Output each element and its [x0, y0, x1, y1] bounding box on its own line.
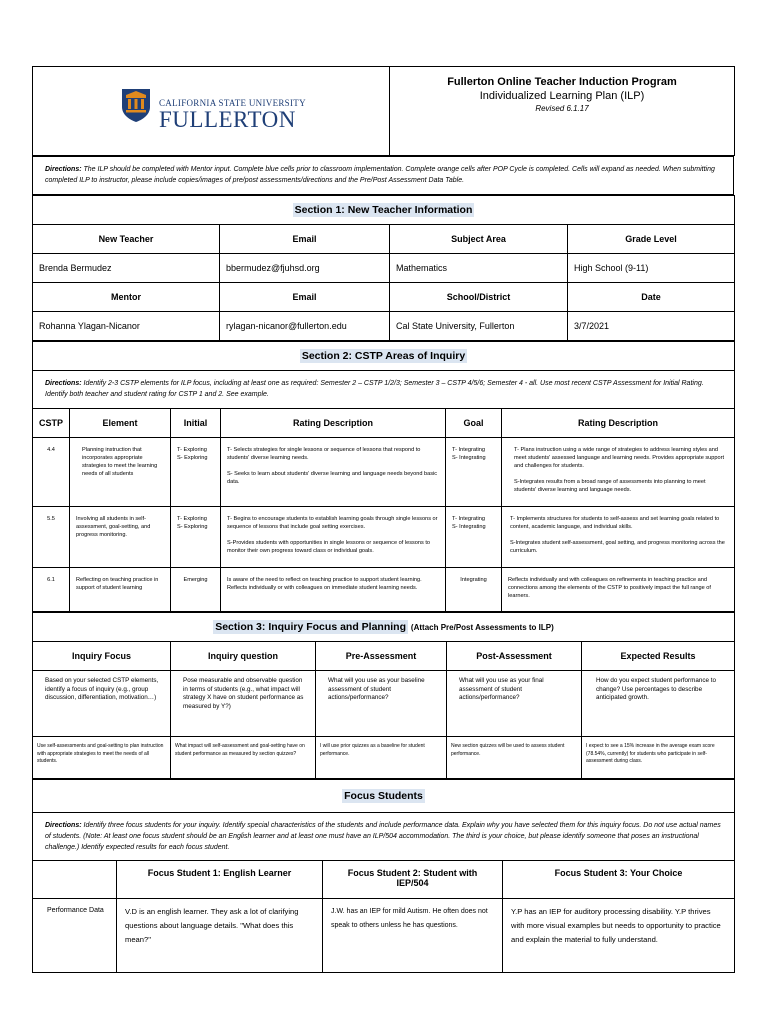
col-inquiry-focus: Inquiry Focus: [33, 642, 171, 671]
goal-desc-teacher: Reflects individually and with colleagues on refinements in teaching practice and connections among the elements of the CSTP to positively impact the full range of learners.: [502, 568, 735, 612]
table-row: [33, 438, 735, 507]
section2-table: [32, 341, 735, 612]
col-expected-results: Expected Results: [582, 642, 735, 671]
element-text: Planning instruction that incorporates appropriate strategies to meet the learning needs of all students: [70, 438, 171, 507]
section3-table: [32, 612, 735, 779]
logo-bottom-text: FULLERTON: [159, 107, 296, 132]
rating-desc-student: S-Provides students with opportunities in single lessons or sequence of lessons to monitor their own progress toward class or individual goals.: [227, 540, 431, 554]
col-mentor-email: Email: [220, 283, 390, 312]
rating-desc-teacher: Is aware of the need to reflect on teaching practice to support student learning. Reflects individually or with colleagues on immediate student learning needs.: [221, 568, 446, 612]
cstp-code: 5.5: [33, 507, 70, 568]
focus-directions-label: Directions:: [45, 822, 82, 829]
rating-desc-student: S- Seeks to learn about students' diverse learning and language needs beyond basic data.: [227, 471, 438, 485]
section1-title: Section 1: New Teacher Information: [33, 196, 735, 225]
initial-rating: T- Exploring S- Exploring: [171, 507, 221, 568]
rating-desc-teacher: T- Selects strategies for single lessons or sequence of lessons that respond to students' diverse learning needs.: [227, 447, 421, 461]
student-1-data: V.D is an english learner. They ask a lot of clarifying questions about language details. "What does this mean?": [117, 899, 323, 973]
col-focus-student-2: Focus Student 2: Student with IEP/504: [323, 861, 503, 899]
table-row: [33, 507, 735, 568]
cstp-code: 6.1: [33, 568, 70, 612]
col-goal: Goal: [446, 409, 502, 438]
section3-title: Section 3: Inquiry Focus and Planning (Attach Pre/Post Assessments to ILP): [33, 613, 735, 642]
answer-expected-results: I expect to see a 15% increase in the average exam score (78.54%, currently) for students who participate in self-assessment during class.: [582, 737, 735, 779]
col-grade-level: Grade Level: [568, 225, 735, 254]
goal-rating: Integrating: [446, 568, 502, 612]
revised-label: Revised 6.1.17: [535, 104, 589, 113]
section2-directions-text: Identify 2-3 CSTP elements for ILP focus, including at least one as required: Semester 2 – CSTP 1/2/3; Semester 3 – CSTP 4/5/6; Semester 4 - all. Use most recent CSTP Assessment for Initial Rating. Identify both teacher and student rating for CSTP 1 and 2. See example.: [45, 380, 704, 398]
university-seal-icon: [120, 87, 152, 123]
col-new-teacher: New Teacher: [33, 225, 220, 254]
mentor-name: Rohanna Ylagan-Nicanor: [33, 312, 220, 341]
col-post-assessment: Post-Assessment: [447, 642, 582, 671]
student-2-data: J.W. has an IEP for mild Autism. He often does not speak to others unless he has questions.: [323, 899, 503, 973]
goal-desc-student: S-Integrates results from a broad range of assessments into planning to meet students' diverse learning and language needs.: [514, 479, 706, 493]
prompt-expected-results: How do you expect student performance to change? Use percentages to describe anticipated growth.: [582, 671, 735, 737]
focus-students-table: [32, 779, 735, 973]
col-element: Element: [70, 409, 171, 438]
col-focus-student-1: Focus Student 1: English Learner: [117, 861, 323, 899]
initial-rating: Emerging: [171, 568, 221, 612]
answer-inquiry-question: What impact will self-assessment and goal-setting have on student performance as measured by section quizzes?: [171, 737, 316, 779]
focus-directions-text: Identify three focus students for your inquiry. Identify special characteristics of the students and include performance data. Explain why you have selected them for this inquiry focus. Do not use actual names of students. (Note: At least one focus student should be an English learner and at least one must have an ILP/504 accommodation. The third is your choice, but please identify someone that poses an instructional challenge.) Identify expected results for each focus student.: [45, 822, 721, 851]
answer-inquiry-focus: Use self-assessments and goal-setting to plan instruction with appropriate strategies to meet the needs of all students.: [33, 737, 171, 779]
col-cstp: CSTP: [33, 409, 70, 438]
table-row: [33, 568, 735, 612]
section3-note: (Attach Pre/Post Assessments to ILP): [410, 623, 554, 632]
col-focus-student-3: Focus Student 3: Your Choice: [503, 861, 735, 899]
prompt-inquiry-question: Pose measurable and observable question in terms of students (e.g., what impact will strategy X have on student performance as measured by Y?): [171, 671, 316, 737]
logo-cell: [33, 67, 390, 156]
program-title: Fullerton Online Teacher Induction Program: [447, 76, 677, 88]
col-email: Email: [220, 225, 390, 254]
col-rating-description: Rating Description: [221, 409, 446, 438]
header-table: [32, 66, 735, 156]
col-pre-assessment: Pre-Assessment: [316, 642, 447, 671]
goal-rating: T- Integrating S- Integrating: [446, 507, 502, 568]
directions-table: [32, 156, 734, 195]
col-school-district: School/District: [390, 283, 568, 312]
goal-desc-teacher: T- Implements structures for students to self-assess and set learning goals related to content, academic language, and individual skills.: [510, 516, 720, 530]
directions-text: The ILP should be completed with Mentor input. Complete blue cells prior to classroom implementation. Complete orange cells after POP Cycle is completed. Cells will expand as needed. When submitting completed ILP to instructor, please include copies/images of pre/post assessments/directions and the Pre/Post Assessment Data Table.: [45, 166, 715, 184]
answer-post-assessment: New section quizzes will be used to assess student performance.: [447, 737, 582, 779]
mentor-email: rylagan-nicanor@fullerton.edu: [220, 312, 390, 341]
prompt-post-assessment: What will you use as your final assessment of student actions/performance?: [447, 671, 582, 737]
grade-level: High School (9-11): [568, 254, 735, 283]
cstp-code: 4.4: [33, 438, 70, 507]
performance-data-label: Performance Data: [33, 899, 117, 973]
date-value: 3/7/2021: [568, 312, 735, 341]
col-initial: Initial: [171, 409, 221, 438]
prompt-pre-assessment: What will you use as your baseline assessment of student actions/performance?: [316, 671, 447, 737]
teacher-name: Brenda Bermudez: [33, 254, 220, 283]
prompt-inquiry-focus: Based on your selected CSTP elements, identify a focus of inquiry (e.g., group discussion, differentiation, motivation…): [33, 671, 171, 737]
section1-table: [32, 195, 735, 341]
title-cell: [390, 67, 735, 156]
plan-title: Individualized Learning Plan (ILP): [479, 90, 645, 102]
goal-desc-student: S-Integrates student self-assessment, goal setting, and progress monitoring across the curriculum.: [510, 540, 725, 554]
col-subject-area: Subject Area: [390, 225, 568, 254]
teacher-email: bbermudez@fjuhsd.org: [220, 254, 390, 283]
answer-pre-assessment: I will use prior quizzes as a baseline for student performance.: [316, 737, 447, 779]
col-inquiry-question: Inquiry question: [171, 642, 316, 671]
col-goal-rating-description: Rating Description: [502, 409, 735, 438]
section2-title: Section 2: CSTP Areas of Inquiry: [33, 342, 735, 371]
goal-rating: T- Integrating S- Integrating: [446, 438, 502, 507]
goal-desc-teacher: T- Plans instruction using a wide range of strategies to address learning styles and meet students' assessed language and learning needs. Provides appropriate support and challenges for students.: [514, 447, 725, 469]
directions-label: Directions:: [45, 166, 82, 173]
rating-desc-teacher: T- Begins to encourage students to establish learning goals through single lessons or sequence of lessons that include goal setting exercises.: [227, 516, 438, 530]
ilp-document: [32, 66, 734, 973]
school-district: Cal State University, Fullerton: [390, 312, 568, 341]
logo-top-text: CALIFORNIA STATE UNIVERSITY: [159, 98, 306, 108]
student-3-data: Y.P has an IEP for auditory processing disability. Y.P thrives with more visual examples but needs to opportunity to practice and explain the material to fully understand.: [503, 899, 735, 973]
focus-title: Focus Students: [33, 780, 735, 813]
subject-area: Mathematics: [390, 254, 568, 283]
element-text: Involving all students in self-assessment, goal-setting, and progress monitoring.: [70, 507, 171, 568]
element-text: Reflecting on teaching practice in support of student learning: [70, 568, 171, 612]
col-mentor: Mentor: [33, 283, 220, 312]
col-date: Date: [568, 283, 735, 312]
initial-rating: T- Exploring S- Exploring: [171, 438, 221, 507]
section2-directions-label: Directions:: [45, 380, 82, 387]
